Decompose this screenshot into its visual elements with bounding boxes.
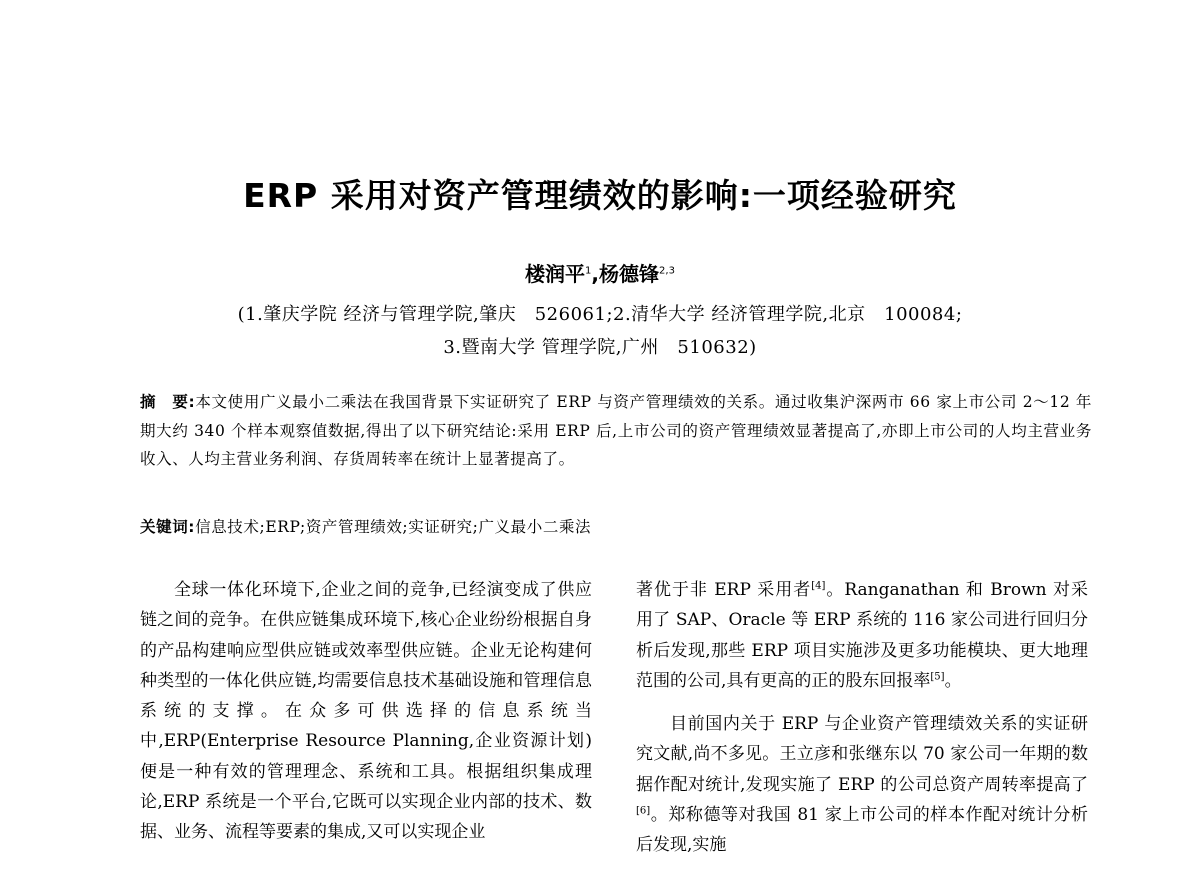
keywords [140, 513, 1092, 541]
paragraph-text: 著优于非 ERP 采用者 [636, 580, 812, 600]
paper-title: ERP 采用对资产管理绩效的影响:一项经验研究 [243, 176, 957, 215]
citation-mark: [4] [811, 580, 826, 592]
paragraph-text: 。Ranganathan 和 Brown 对采用了 SAP、Oracle 等 ERP 系统的 116 家公司进行回归分析后发现,那些 ERP 项目实施涉及更多功能模块、更大地理范围的公司,具有更高的正的股东回报率 [636, 580, 1088, 691]
citation-mark: [5] [930, 671, 945, 683]
citation-mark: [6] [636, 805, 651, 817]
keywords-label: 关键词: [140, 518, 196, 536]
author-affiliation-mark: 1 [585, 265, 592, 277]
body-paragraph: 全球一体化环境下,企业之间的竞争,已经演变成了供应链之间的竞争。在供应链集成环境下,核心企业纷纷根据自身的产品构建响应型供应链或效率型供应链。企业无论构建何种类型的一体化供应链,均需要信息技术基础设施和管理信息系统的支撑。在众多可供选择的信息系统当中,ERP(Enterprise Resource Planning,企业资源计划)便是一种有效的管理理念、系统和工具。根据组织集成理论,ERP 系统是一个平台,它既可以实现企业内部的技术、数据、业务、流程等要素的集成,又可以实现企业 [140, 580, 592, 843]
body-column-right [636, 575, 1088, 861]
paragraph-text: 。 [944, 670, 962, 691]
author-name: 楼润平 [525, 262, 586, 286]
body-column-left [140, 575, 592, 848]
body-paragraph [636, 709, 1088, 860]
paragraph-text: 。郑称德等对我国 81 家上市公司的样本作配对统计分析后发现,实施 [636, 805, 1088, 856]
paragraph-text: 目前国内关于 ERP 与企业资产管理绩效关系的实证研究文献,尚不多见。王立彦和张继东以 70 家公司一年期的数据作配对统计,发现实施了 ERP 的公司总资产周转率提高了 [636, 714, 1088, 795]
body-paragraph [636, 575, 1088, 696]
abstract-text: 本文使用广义最小二乘法在我国背景下实证研究了 ERP 与资产管理绩效的关系。通过收集沪深两市 66 家上市公司 2～12 年期大约 340 个样本观察值数据,得出了以下研究结论:采用 ERP 后,上市公司的资产管理绩效显著提高了,亦即上市公司的人均主营业务收入、人均主营业务利润、存货周转率在统计上显著提高了。 [140, 393, 1092, 468]
author-separator: , [591, 262, 600, 286]
author-affiliation-mark: 2,3 [659, 265, 675, 277]
affiliation-line: (1.肇庆学院 经济与管理学院,肇庆 526061;2.清华大学 经济管理学院,北京 100084; [237, 304, 963, 325]
affiliation-line: 3.暨南大学 管理学院,广州 510632) [443, 337, 757, 358]
author-line [0, 258, 1200, 287]
abstract [140, 388, 1092, 474]
abstract-label: 摘 要: [140, 393, 196, 411]
keywords-text: 信息技术;ERP;资产管理绩效;实证研究;广义最小二乘法 [195, 518, 592, 536]
author-name: 杨德锋 [599, 262, 660, 286]
